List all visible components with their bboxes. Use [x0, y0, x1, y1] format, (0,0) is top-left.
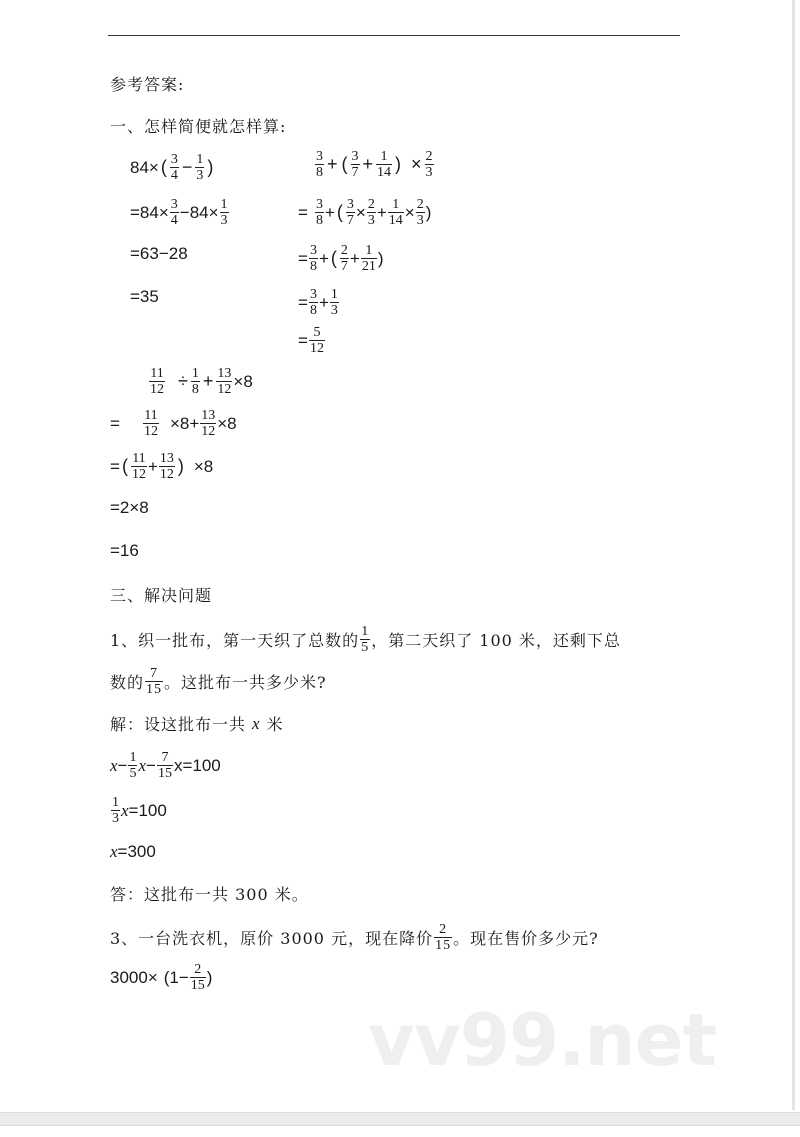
q1-equation1: x − $\frac{1}{5}$ x − $\frac{7}{15}$ x=100: [110, 750, 221, 781]
problem-b-expr: $\frac{3}{8}$ + ( $\frac{3}{7}$ + $\frac{1}{14}$ ) × $\frac{2}{3}$: [316, 149, 433, 180]
header-rule: [108, 35, 680, 36]
problem-b-step4: = $\frac{5}{12}$: [298, 325, 324, 356]
q1-equation3: x =300: [110, 842, 156, 861]
problem-c-step2: = ( $\frac{11}{12}$ + $\frac{13}{12}$ ) ×8: [110, 451, 214, 482]
problem-a-step2: =63−28: [130, 244, 188, 263]
section3-title: 三、解决问题: [110, 586, 213, 605]
problem-c-step1: = $\frac{11}{12}$ ×8+ $\frac{13}{12}$ ×8: [110, 408, 237, 439]
problem-a-step1: =84× $\frac{3}{4}$ −84× $\frac{1}{3}$: [130, 197, 228, 228]
fraction: $\frac{1}{3}$: [220, 197, 228, 228]
page-separator: [0, 1112, 800, 1126]
problem-b-step3: = $\frac{3}{8}$ + $\frac{1}{3}$: [298, 287, 338, 318]
problem-c-step4: =16: [110, 541, 139, 560]
q1-solution-intro: 解：设这批布一共 x 米: [110, 713, 284, 734]
q1-text-line2: 数的 $\frac{7}{15}$ 。这批布一共多少米?: [110, 666, 327, 697]
problem-a-expr: 84× ( $\frac{3}{4}$ − $\frac{1}{3}$ ): [130, 152, 214, 183]
fraction: $\frac{1}{3}$: [196, 152, 204, 183]
q3-expression: 3000× (1− $\frac{2}{15}$ ): [110, 962, 213, 993]
problem-a-step3: =35: [130, 287, 159, 306]
q3-text: 3、一台洗衣机，原价 3000 元，现在降价 $\frac{2}{15}$ 。现在售价多少元?: [110, 922, 599, 953]
q1-equation2: $\frac{1}{3}$ x =100: [112, 795, 167, 826]
answer-heading: 参考答案:: [110, 75, 185, 94]
q1-text-line1: 1、织一批布，第一天织了总数的 $\frac{1}{5}$ ，第二天织了 100 米，还剩下总: [110, 624, 621, 655]
problem-c-expr: $\frac{11}{12}$ ÷ $\frac{1}{8}$ + $\frac{13}{12}$ ×8: [150, 366, 253, 397]
section1-title: 一、怎样简便就怎样算:: [110, 117, 287, 136]
problem-b-step1: = $\frac{3}{8}$ + ( $\frac{3}{7}$ × $\frac{2}{3}$ + $\frac{1}{14}$ × $\frac{2}{3}$ ): [298, 197, 432, 228]
fraction: $\frac{3}{4}$: [170, 197, 178, 228]
problem-c-step3: =2×8: [110, 498, 149, 517]
fraction: $\frac{3}{4}$: [170, 152, 178, 183]
q1-answer: 答：这批布一共 300 米。: [110, 885, 309, 904]
problem-b-step2: = $\frac{3}{8}$ + ( $\frac{2}{7}$ + $\frac{1}{21}$ ): [298, 243, 384, 274]
watermark: vv99.net: [368, 998, 716, 1082]
